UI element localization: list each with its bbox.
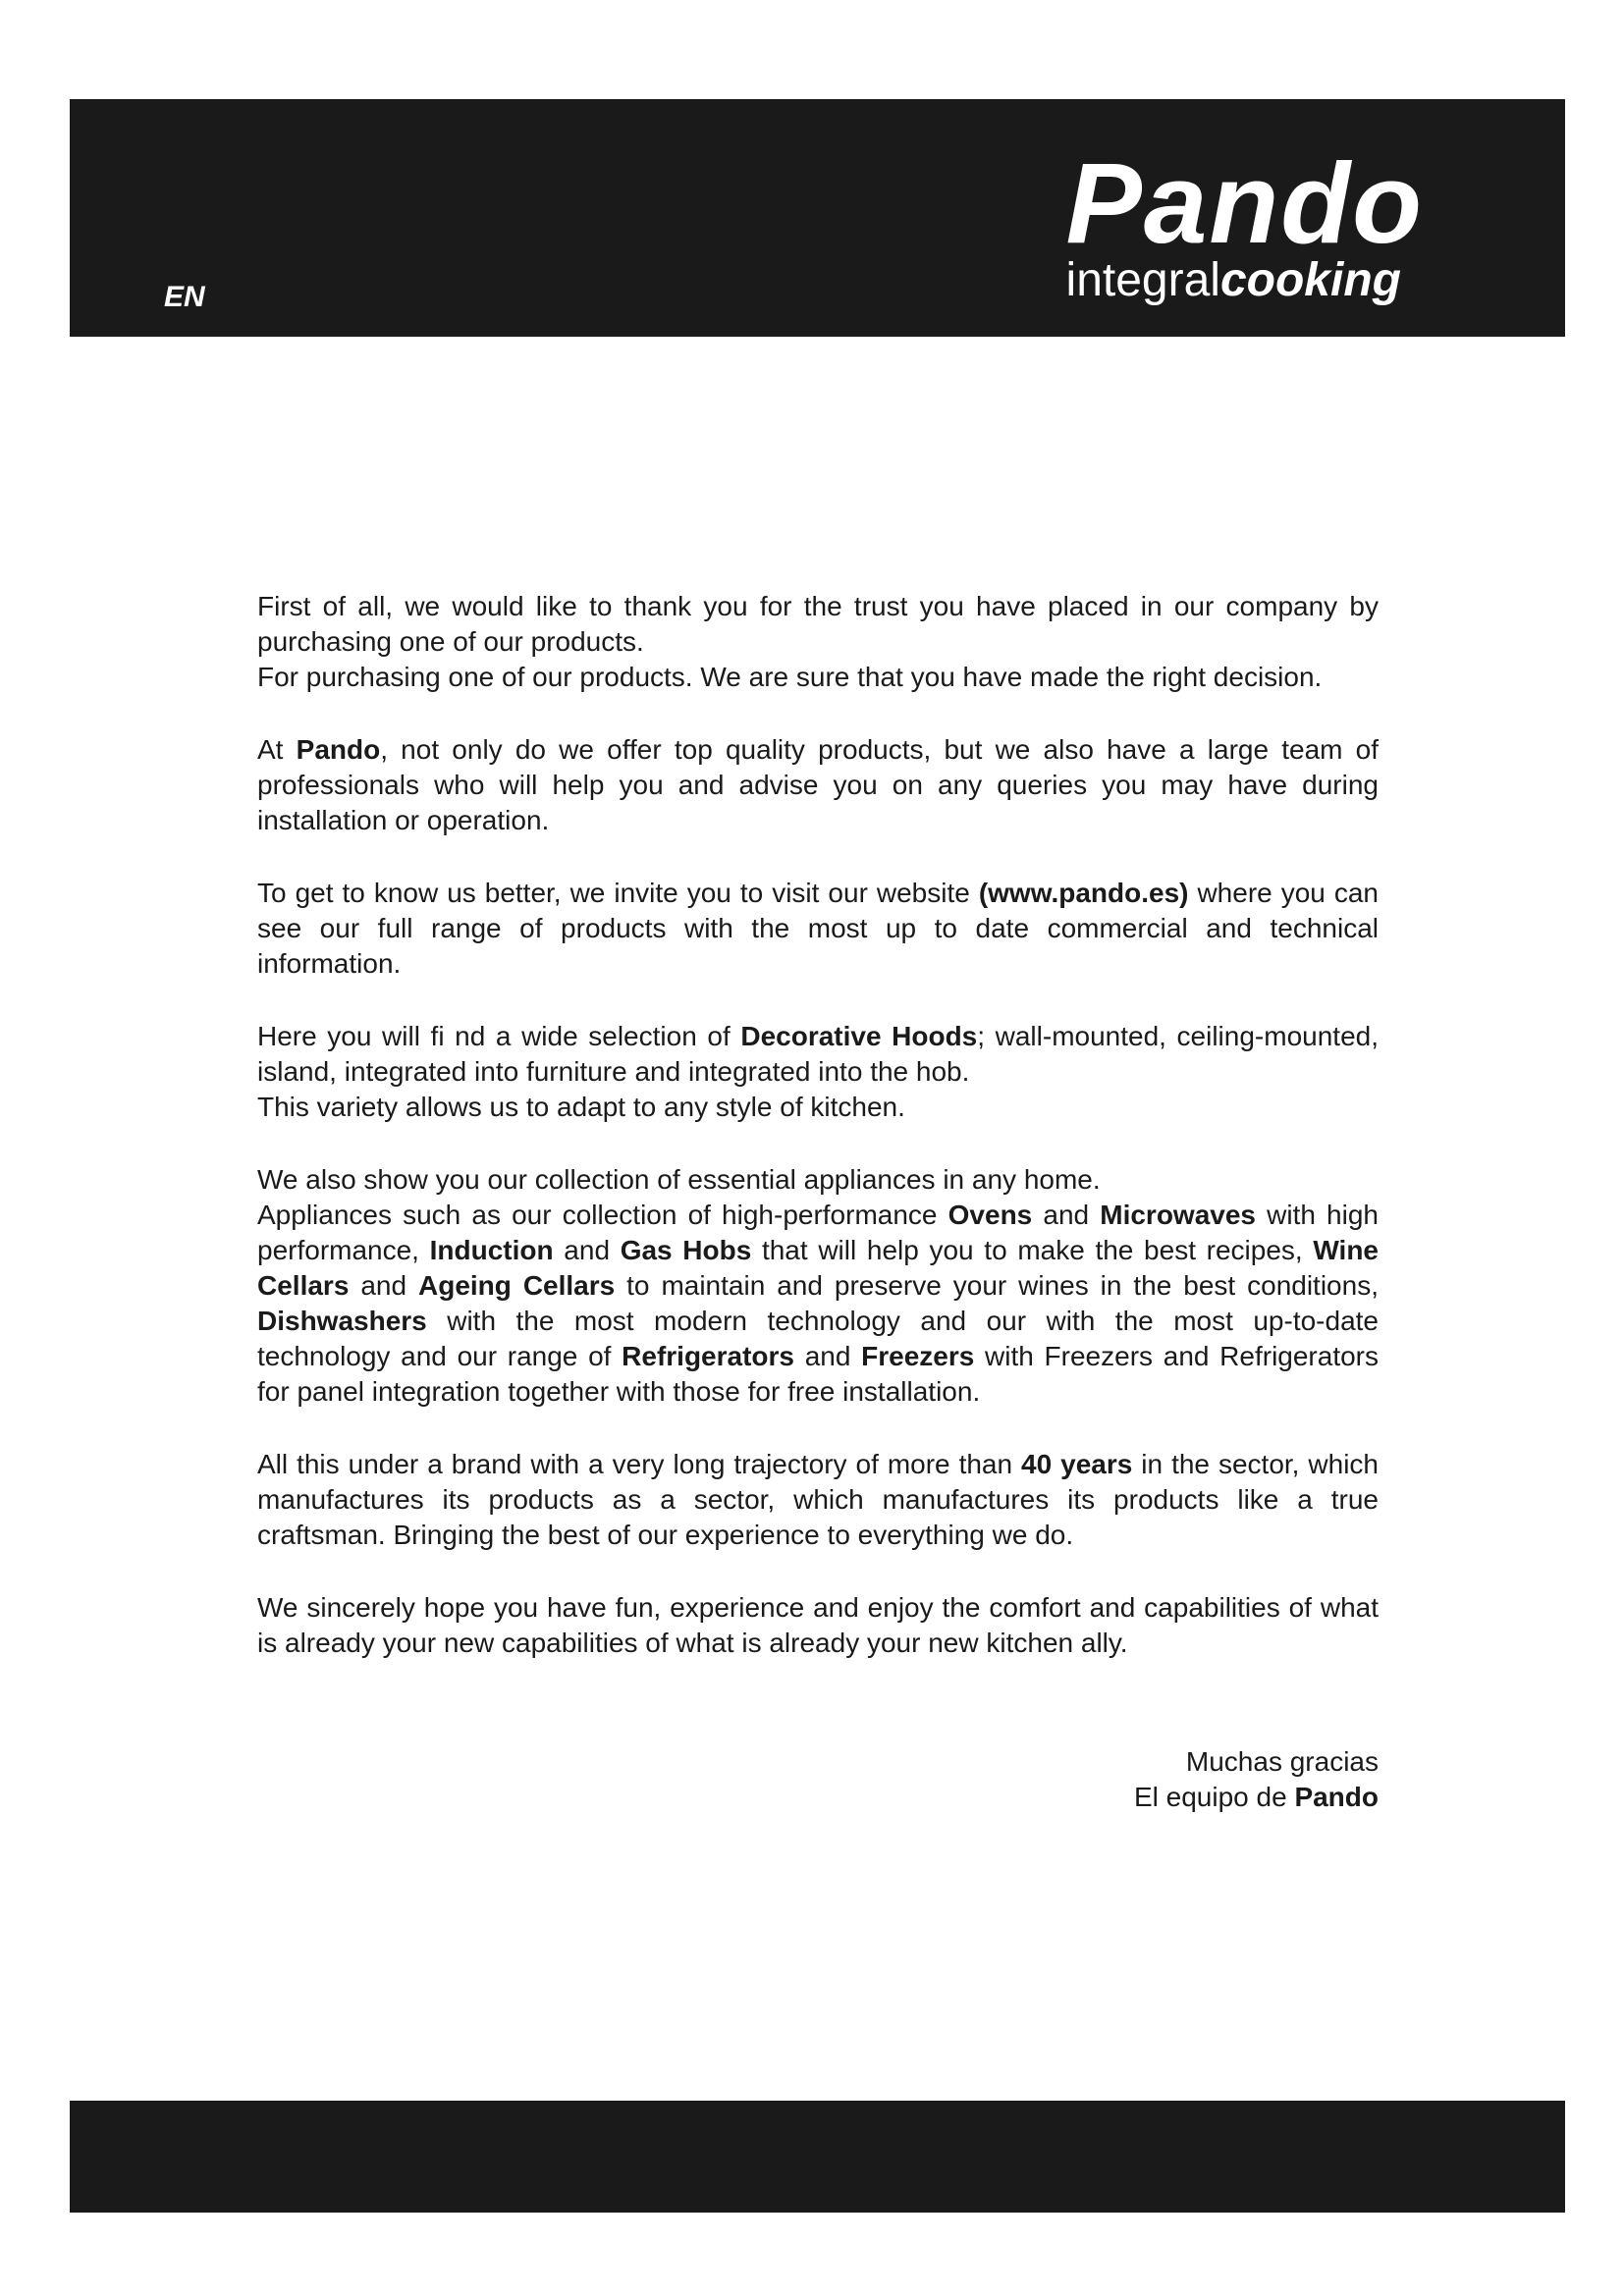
letter-body xyxy=(257,589,1379,1698)
header-band xyxy=(70,99,1565,337)
text: with high performance, xyxy=(257,1200,1379,1265)
text: and xyxy=(794,1341,862,1371)
text: All this under a brand with a very long trajectory of more than xyxy=(257,1449,1022,1479)
bold-text: Wine Cellars xyxy=(257,1235,1379,1301)
logo-tagline-bold: cooking xyxy=(1219,254,1401,306)
text: and xyxy=(349,1270,418,1301)
text: and xyxy=(553,1235,621,1265)
paragraph-hoods xyxy=(257,1019,1379,1125)
text: where you can see our full range of products with the most up to date commercial and technical information. xyxy=(257,878,1380,979)
logo-brand: Pando xyxy=(1065,139,1424,267)
text: , not only do we offer top quality products, but we also have a large team of professionals who will help you and advise you on any queries you may have during installation or operation. xyxy=(257,734,1380,835)
appliances-line-2 xyxy=(257,1198,1379,1410)
thanks-line-2: For purchasing one of our products. We are sure that you have made the right decision. xyxy=(257,662,1323,692)
text: We sincerely hope you have fun, experience and enjoy the comfort and capabilities of what is already your new capabilities of what is already your new kitchen ally. xyxy=(257,1592,1379,1658)
appliances-line-1: We also show you our collection of essential appliances in any home. xyxy=(257,1164,1101,1195)
pando-logo xyxy=(1065,139,1424,306)
text: to maintain and preserve your wines in the best conditions, xyxy=(615,1270,1379,1301)
text: in the sector, which manufactures its products as a sector, which manufactures its products like a true craftsman. Bringing the best of our experience to everything we do. xyxy=(257,1449,1379,1550)
logo-tagline xyxy=(1066,256,1424,305)
bold-text: Refrigerators xyxy=(622,1341,794,1371)
paragraph-trajectory xyxy=(257,1447,1379,1553)
text: that will help you to make the best recipes, xyxy=(751,1235,1314,1265)
paragraph-closing xyxy=(257,1590,1379,1661)
bold-text: Microwaves xyxy=(1100,1200,1256,1230)
text: with the most modern technology and our with the most up-to-date technology and our range of xyxy=(257,1306,1379,1371)
bold-text: Decorative Hoods xyxy=(740,1021,978,1051)
paragraph-thanks xyxy=(257,589,1379,695)
text: Appliances such as our collection of high-performance xyxy=(257,1200,948,1230)
text: Here you will fi nd a wide selection of xyxy=(257,1021,741,1051)
website-link: (www.pando.es) xyxy=(978,878,1189,908)
bold-text: 40 years xyxy=(1021,1449,1133,1479)
bold-text: Gas Hobs xyxy=(620,1235,752,1265)
signoff-thanks: Muchas gracias xyxy=(1185,1746,1379,1777)
text: To get to know us better, we invite you to visit our website xyxy=(257,878,979,908)
text: At xyxy=(257,734,297,765)
paragraph-team xyxy=(257,732,1379,838)
paragraph-website xyxy=(257,876,1379,982)
bold-text: Pando xyxy=(296,734,381,765)
language-label: EN xyxy=(164,281,205,313)
logo-tagline-light: integral xyxy=(1065,254,1220,306)
paragraph-appliances xyxy=(257,1162,1379,1410)
bold-text: Dishwashers xyxy=(257,1306,427,1336)
text: El equipo de xyxy=(1133,1782,1295,1812)
bold-text: Freezers xyxy=(861,1341,975,1371)
bold-text: Induction xyxy=(429,1235,554,1265)
text: and xyxy=(1032,1200,1101,1230)
bold-text: Ageing Cellars xyxy=(418,1270,616,1301)
hoods-line-2: This variety allows us to adapt to any style of kitchen. xyxy=(257,1092,905,1122)
bold-text: Pando xyxy=(1294,1782,1379,1812)
signoff xyxy=(257,1744,1379,1815)
text: with Freezers and Refrigerators for panel integration together with those for free installation. xyxy=(257,1341,1380,1407)
text: ; wall-mounted, ceiling-mounted, island, integrated into furniture and integrated into the hob. xyxy=(257,1021,1379,1087)
bold-text: Ovens xyxy=(947,1200,1033,1230)
hoods-line-1 xyxy=(257,1019,1379,1090)
thanks-line-1: First of all, we would like to thank you for the trust you have placed in our company by purchasing one of our products. xyxy=(257,591,1379,657)
footer-band xyxy=(70,2101,1565,2213)
signoff-team xyxy=(257,1780,1379,1815)
